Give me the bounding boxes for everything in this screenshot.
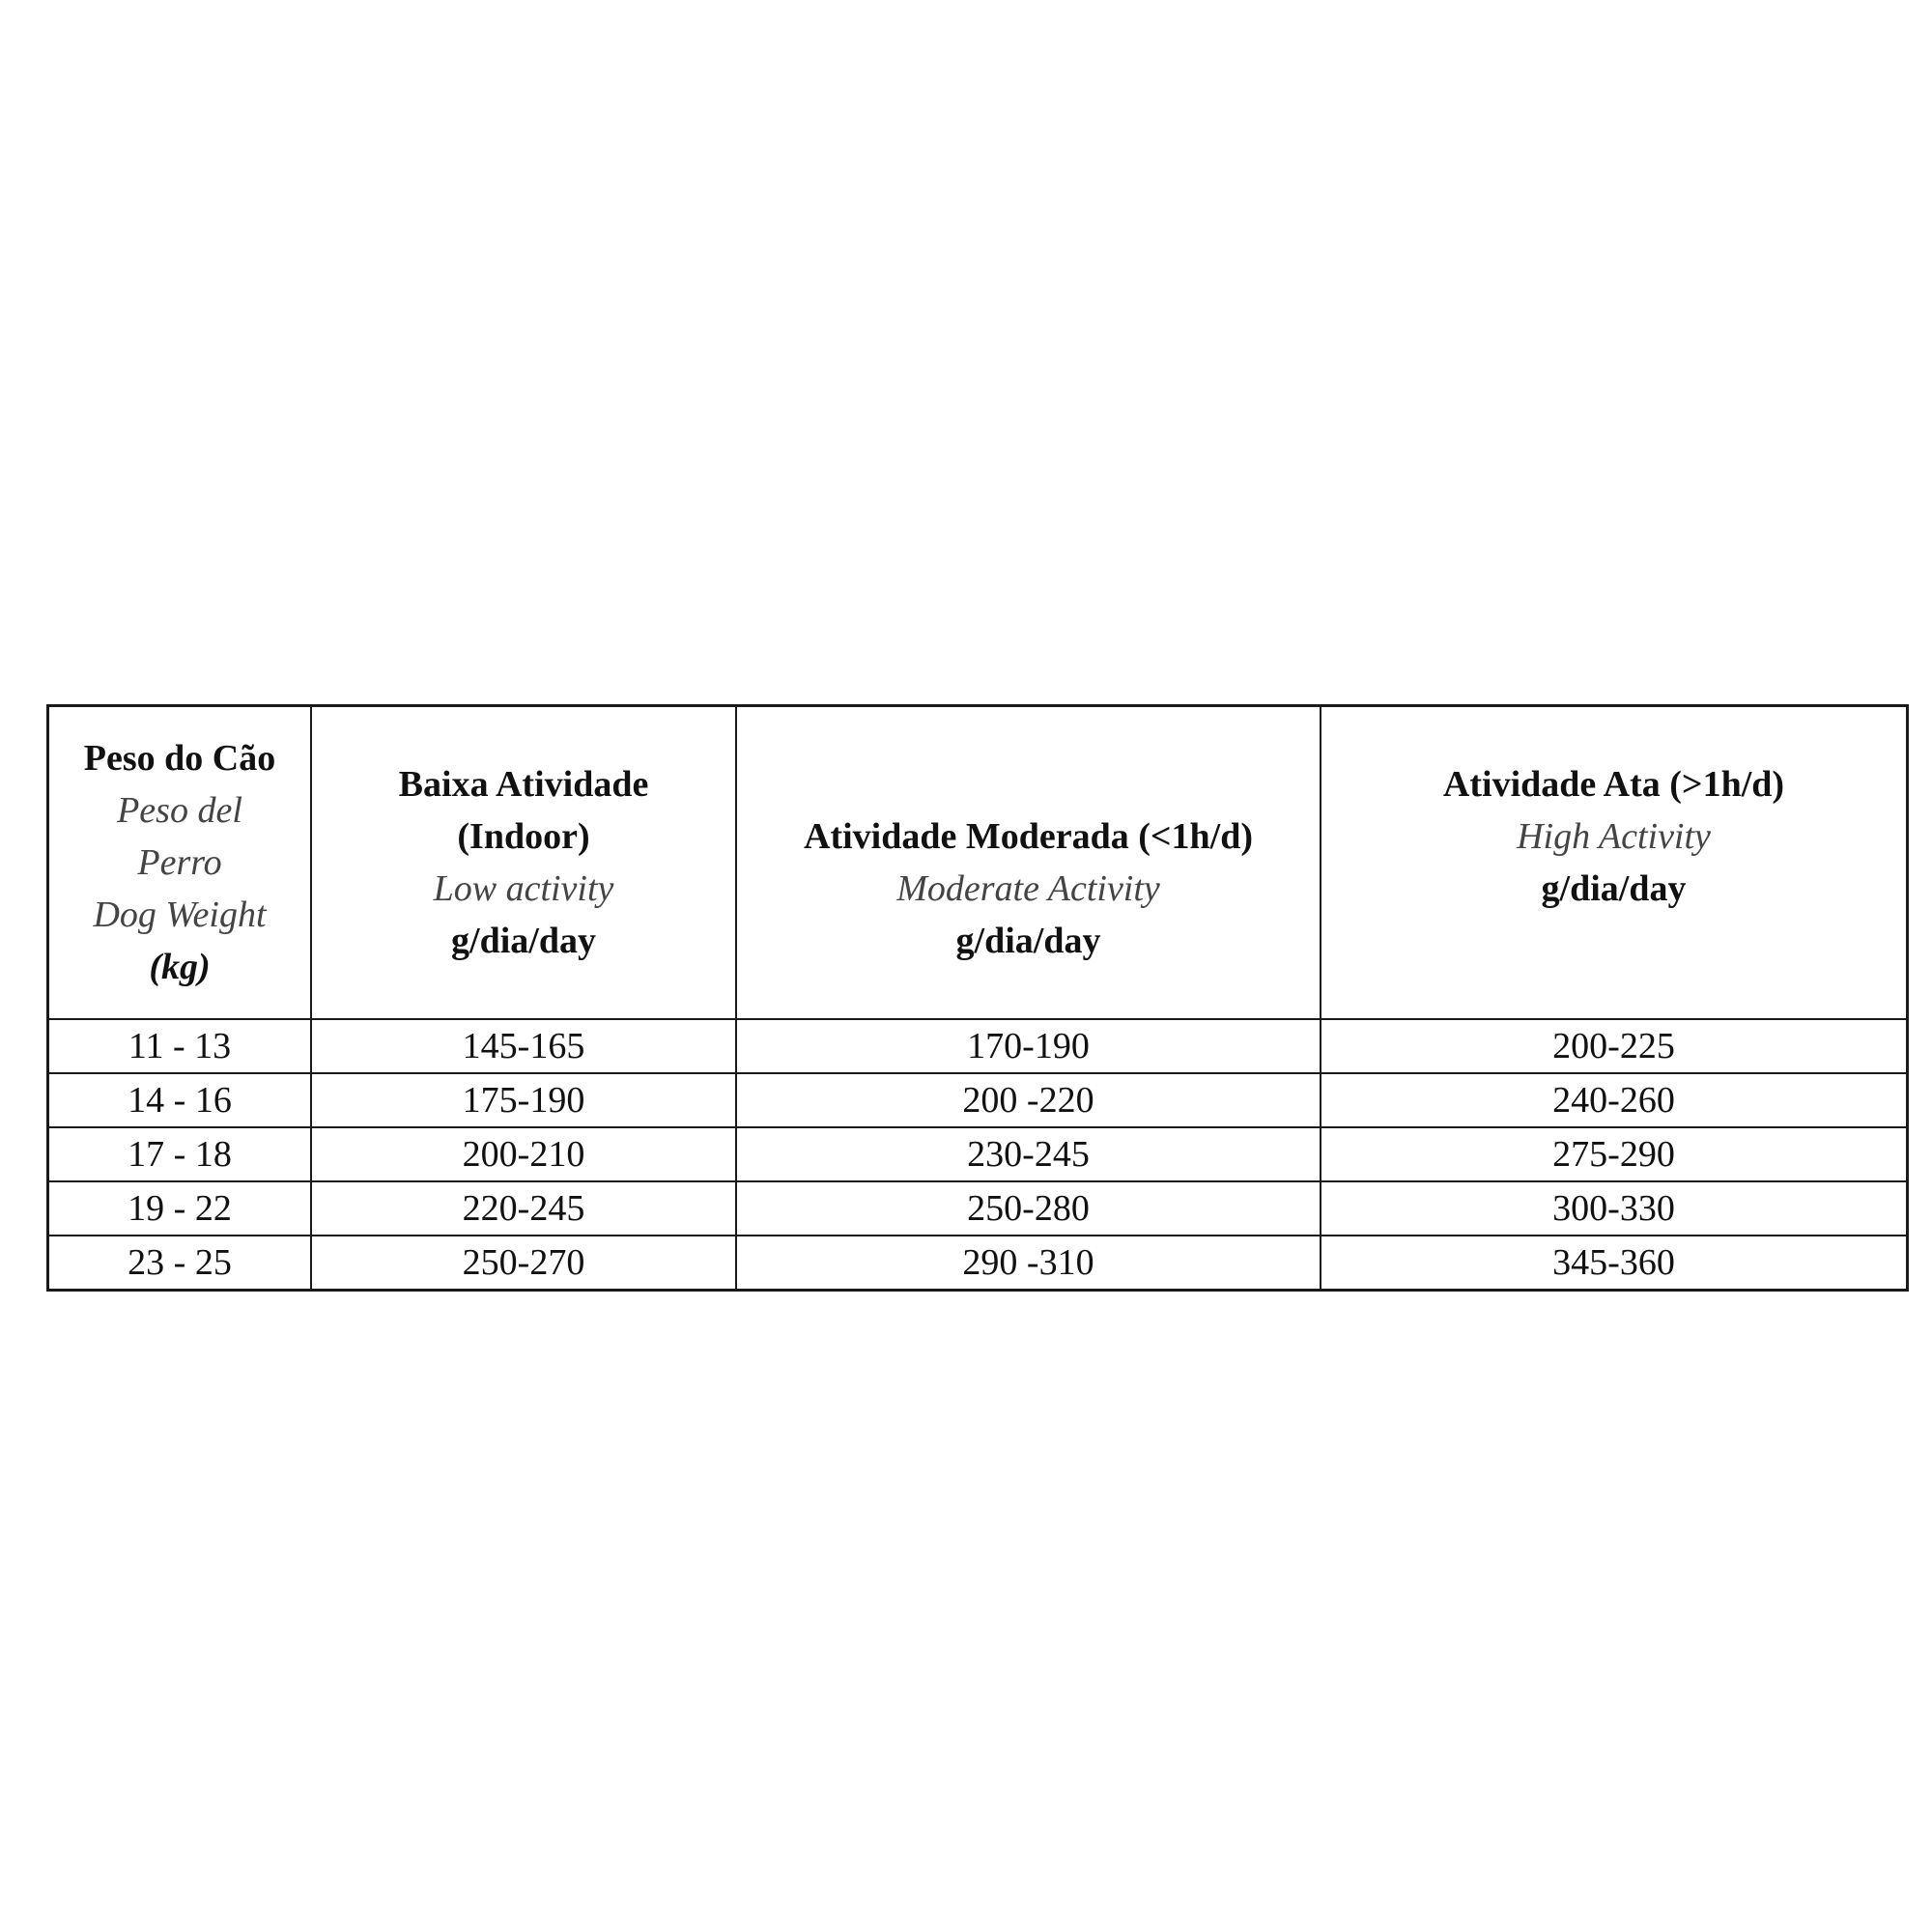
header-line: Perro [137, 842, 222, 883]
cell-high-activity: 240-260 [1321, 1073, 1908, 1127]
header-line: g/dia/day [955, 921, 1101, 961]
cell-moderate-activity: 230-245 [736, 1127, 1321, 1181]
table-row [48, 1236, 1908, 1291]
cell-low-activity: 200-210 [311, 1127, 736, 1181]
header-line: g/dia/day [1541, 868, 1687, 909]
header-line: Baixa Atividade [398, 764, 649, 805]
cell-high-activity: 200-225 [1321, 1019, 1908, 1073]
header-line: (kg) [149, 947, 211, 987]
header-row [48, 706, 1908, 1020]
header-line: Peso del [117, 790, 242, 831]
cell-low-activity: 145-165 [311, 1019, 736, 1073]
cell-dog-weight: 17 - 18 [48, 1127, 312, 1181]
cell-moderate-activity: 200 -220 [736, 1073, 1321, 1127]
cell-moderate-activity: 290 -310 [736, 1236, 1321, 1291]
header-line: Low activity [433, 868, 614, 909]
cell-dog-weight: 14 - 16 [48, 1073, 312, 1127]
cell-low-activity: 175-190 [311, 1073, 736, 1127]
header-low-activity [311, 706, 736, 1020]
header-line: Moderate Activity [896, 868, 1160, 909]
header-moderate-activity [736, 706, 1321, 1020]
header-dog-weight [48, 706, 312, 1020]
header-line: Peso do Cão [83, 738, 276, 779]
cell-high-activity: 275-290 [1321, 1127, 1908, 1181]
header-line: Atividade Ata (>1h/d) [1442, 764, 1785, 805]
cell-high-activity: 345-360 [1321, 1236, 1908, 1291]
header-line: (Indoor) [457, 816, 590, 857]
header-line: Atividade Moderada (<1h/d) [804, 816, 1253, 857]
table-row [48, 1181, 1908, 1236]
table-row [48, 1019, 1908, 1073]
cell-dog-weight: 11 - 13 [48, 1019, 312, 1073]
header-high-activity [1321, 706, 1908, 1020]
cell-low-activity: 220-245 [311, 1181, 736, 1236]
cell-moderate-activity: 250-280 [736, 1181, 1321, 1236]
cell-high-activity: 300-330 [1321, 1181, 1908, 1236]
table-row [48, 1073, 1908, 1127]
table-row [48, 1127, 1908, 1181]
header-line: Dog Weight [93, 895, 267, 935]
cell-low-activity: 250-270 [311, 1236, 736, 1291]
cell-moderate-activity: 170-190 [736, 1019, 1321, 1073]
cell-dog-weight: 19 - 22 [48, 1181, 312, 1236]
header-line: g/dia/day [451, 921, 596, 961]
header-line: High Activity [1517, 816, 1711, 857]
cell-dog-weight: 23 - 25 [48, 1236, 312, 1291]
feeding-table [46, 704, 1909, 1292]
